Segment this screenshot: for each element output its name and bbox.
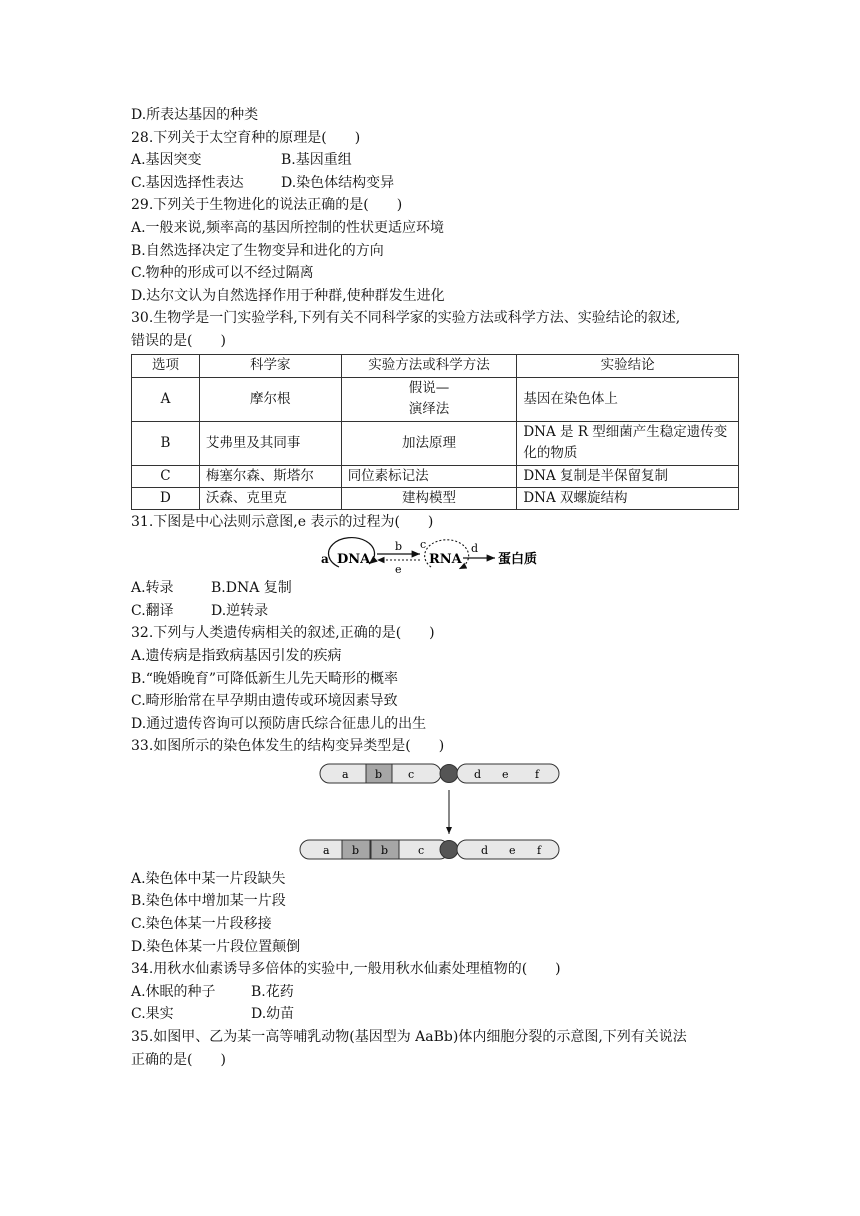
- gene-f: f: [537, 843, 542, 857]
- gene-b-duplicate: b: [381, 843, 389, 857]
- row-option: D: [132, 487, 200, 509]
- row-method-line-1: 假说—: [408, 380, 450, 397]
- original-chromosome: [320, 764, 559, 783]
- q34-option-d: D.幼苗: [251, 1006, 295, 1023]
- row-scientist: 艾弗里及其同事: [199, 421, 341, 465]
- row-scientist: 摩尔根: [199, 377, 341, 421]
- row-method: 建构模型: [341, 487, 517, 509]
- row-method-line-2: 演绎法: [408, 401, 450, 418]
- gene-a: a: [323, 843, 330, 857]
- q28-option-c: C.基因选择性表达: [131, 174, 244, 191]
- q32-option-d: D.通过遗传咨询可以预防唐氏综合征患儿的出生: [131, 715, 427, 732]
- row-method: [341, 377, 517, 421]
- label-b: b: [395, 540, 403, 554]
- q34-options-row-1: [131, 981, 739, 1004]
- header-scientist: 科学家: [199, 354, 341, 377]
- q29-option-a: A.一般来说,频率高的基因所控制的性状更适应环境: [131, 219, 445, 236]
- gene-f: f: [535, 767, 540, 781]
- q33-option-c: C.染色体某一片段移接: [131, 916, 272, 933]
- gene-c: c: [418, 843, 425, 857]
- header-method: 实验方法或科学方法: [341, 354, 517, 377]
- row-method: 加法原理: [341, 421, 517, 465]
- table-row: [132, 377, 739, 421]
- row-scientist: 梅塞尔森、斯塔尔: [199, 465, 341, 487]
- row-option: C: [132, 465, 200, 487]
- scientist-table: [131, 354, 739, 510]
- q32-option-c: C.畸形胎常在早孕期由遗传或环境因素导致: [131, 693, 398, 710]
- q33-option-d: D.染色体某一片段位置颠倒: [131, 938, 301, 955]
- mutated-chromosome: [300, 840, 559, 859]
- row-method: 同位素标记法: [341, 465, 517, 487]
- chromosome-right-arm: [457, 840, 559, 859]
- q32-option-a: A.遗传病是指致病基因引发的疾病: [131, 647, 342, 664]
- row-option: A: [132, 377, 200, 421]
- q27-option-d: D.所表达基因的种类: [131, 107, 259, 123]
- chromosome-figure: [131, 758, 739, 868]
- q34-option-c: C.果实: [131, 1006, 174, 1023]
- gene-e: e: [509, 843, 516, 857]
- row-option: B: [132, 421, 200, 465]
- q33-option-a: A.染色体中某一片段缺失: [131, 870, 286, 887]
- label-c: c: [420, 538, 427, 552]
- table-row: [132, 465, 739, 487]
- q29-stem: 29.下列关于生物进化的说法正确的是( ): [131, 197, 403, 214]
- q31-options-row-1: [131, 577, 739, 600]
- centromere: [440, 764, 458, 782]
- q30-stem-line-1: 30.生物学是一门实验学科,下列有关不同科学家的实验方法或科学方法、实验结论的叙述,: [131, 310, 681, 327]
- q31-option-c: C.翻译: [131, 602, 174, 619]
- q29-option-c: C.物种的形成可以不经过隔离: [131, 265, 314, 282]
- row-conclusion: [517, 421, 739, 465]
- gene-d: d: [474, 767, 482, 781]
- gene-d: d: [481, 843, 489, 857]
- gene-c: c: [408, 767, 415, 781]
- gene-b: b: [375, 767, 383, 781]
- q31-option-b: B.DNA 复制: [211, 580, 292, 597]
- q31-option-d: D.逆转录: [211, 602, 269, 619]
- table-row: [132, 421, 739, 465]
- q34-stem: 34.用秋水仙素诱导多倍体的实验中,一般用秋水仙素处理植物的( ): [131, 961, 561, 978]
- centromere: [440, 840, 458, 858]
- label-d: d: [471, 542, 479, 556]
- q34-option-b: B.花药: [251, 983, 294, 1000]
- q31-stem: 31.下图是中心法则示意图,e 表示的过程为( ): [131, 513, 434, 530]
- label-a: a: [321, 552, 329, 567]
- row-scientist: 沃森、克里克: [199, 487, 341, 509]
- q31-options-row-2: [131, 600, 739, 623]
- q28-option-d: D.染色体结构变异: [281, 174, 395, 191]
- q28-option-b: B.基因重组: [281, 152, 352, 169]
- q34-option-a: A.休眠的种子: [131, 983, 216, 1000]
- q29-option-d: D.达尔文认为自然选择作用于种群,使种群发生进化: [131, 287, 445, 304]
- q28-options-row-2: [131, 172, 739, 195]
- q28-options-row-1: [131, 149, 739, 172]
- gene-e: e: [502, 767, 509, 781]
- q30-stem-line-2: 错误的是( ): [131, 332, 226, 349]
- header-conclusion: 实验结论: [517, 354, 739, 377]
- q35-stem-line-1: 35.如图甲、乙为某一高等哺乳动物(基因型为 AaBb)体内细胞分裂的示意图,下列有关说法: [131, 1029, 687, 1046]
- chromosome-diagram: [131, 758, 739, 868]
- q33-stem: 33.如图所示的染色体发生的结构变异类型是( ): [131, 738, 445, 755]
- label-protein: 蛋白质: [498, 552, 538, 568]
- row-conclusion: 基因在染色体上: [517, 377, 739, 421]
- table-header-row: [132, 354, 739, 377]
- central-dogma-figure: [131, 533, 739, 577]
- row-conclusion: DNA 复制是半保留复制: [517, 465, 739, 487]
- q32-option-b: B.“晚婚晚育”可降低新生儿先天畸形的概率: [131, 670, 399, 687]
- central-dogma-diagram: [131, 533, 739, 577]
- q29-option-b: B.自然选择决定了生物变异和进化的方向: [131, 242, 384, 259]
- label-dna: DNA: [337, 552, 371, 568]
- gene-a: a: [342, 767, 349, 781]
- q35-stem-line-2: 正确的是( ): [131, 1051, 226, 1068]
- q33-option-b: B.染色体中增加某一片段: [131, 893, 286, 910]
- table-row: [132, 487, 739, 509]
- q34-options-row-2: [131, 1003, 739, 1026]
- q28-option-a: A.基因突变: [131, 152, 202, 169]
- gene-b: b: [352, 843, 360, 857]
- q31-option-a: A.转录: [131, 580, 174, 597]
- q28-stem: 28.下列关于太空育种的原理是( ): [131, 129, 361, 146]
- exam-page: [131, 104, 739, 1071]
- label-e: e: [395, 563, 402, 577]
- row-conclusion-line-1: DNA 是 R 型细菌产生稳定遗传变: [523, 424, 728, 441]
- q32-stem: 32.下列与人类遗传病相关的叙述,正确的是( ): [131, 625, 435, 642]
- row-conclusion-line-2: 化的物质: [523, 445, 578, 462]
- label-rna: RNA: [429, 552, 462, 568]
- header-option: 选项: [132, 354, 200, 377]
- row-conclusion: DNA 双螺旋结构: [517, 487, 739, 509]
